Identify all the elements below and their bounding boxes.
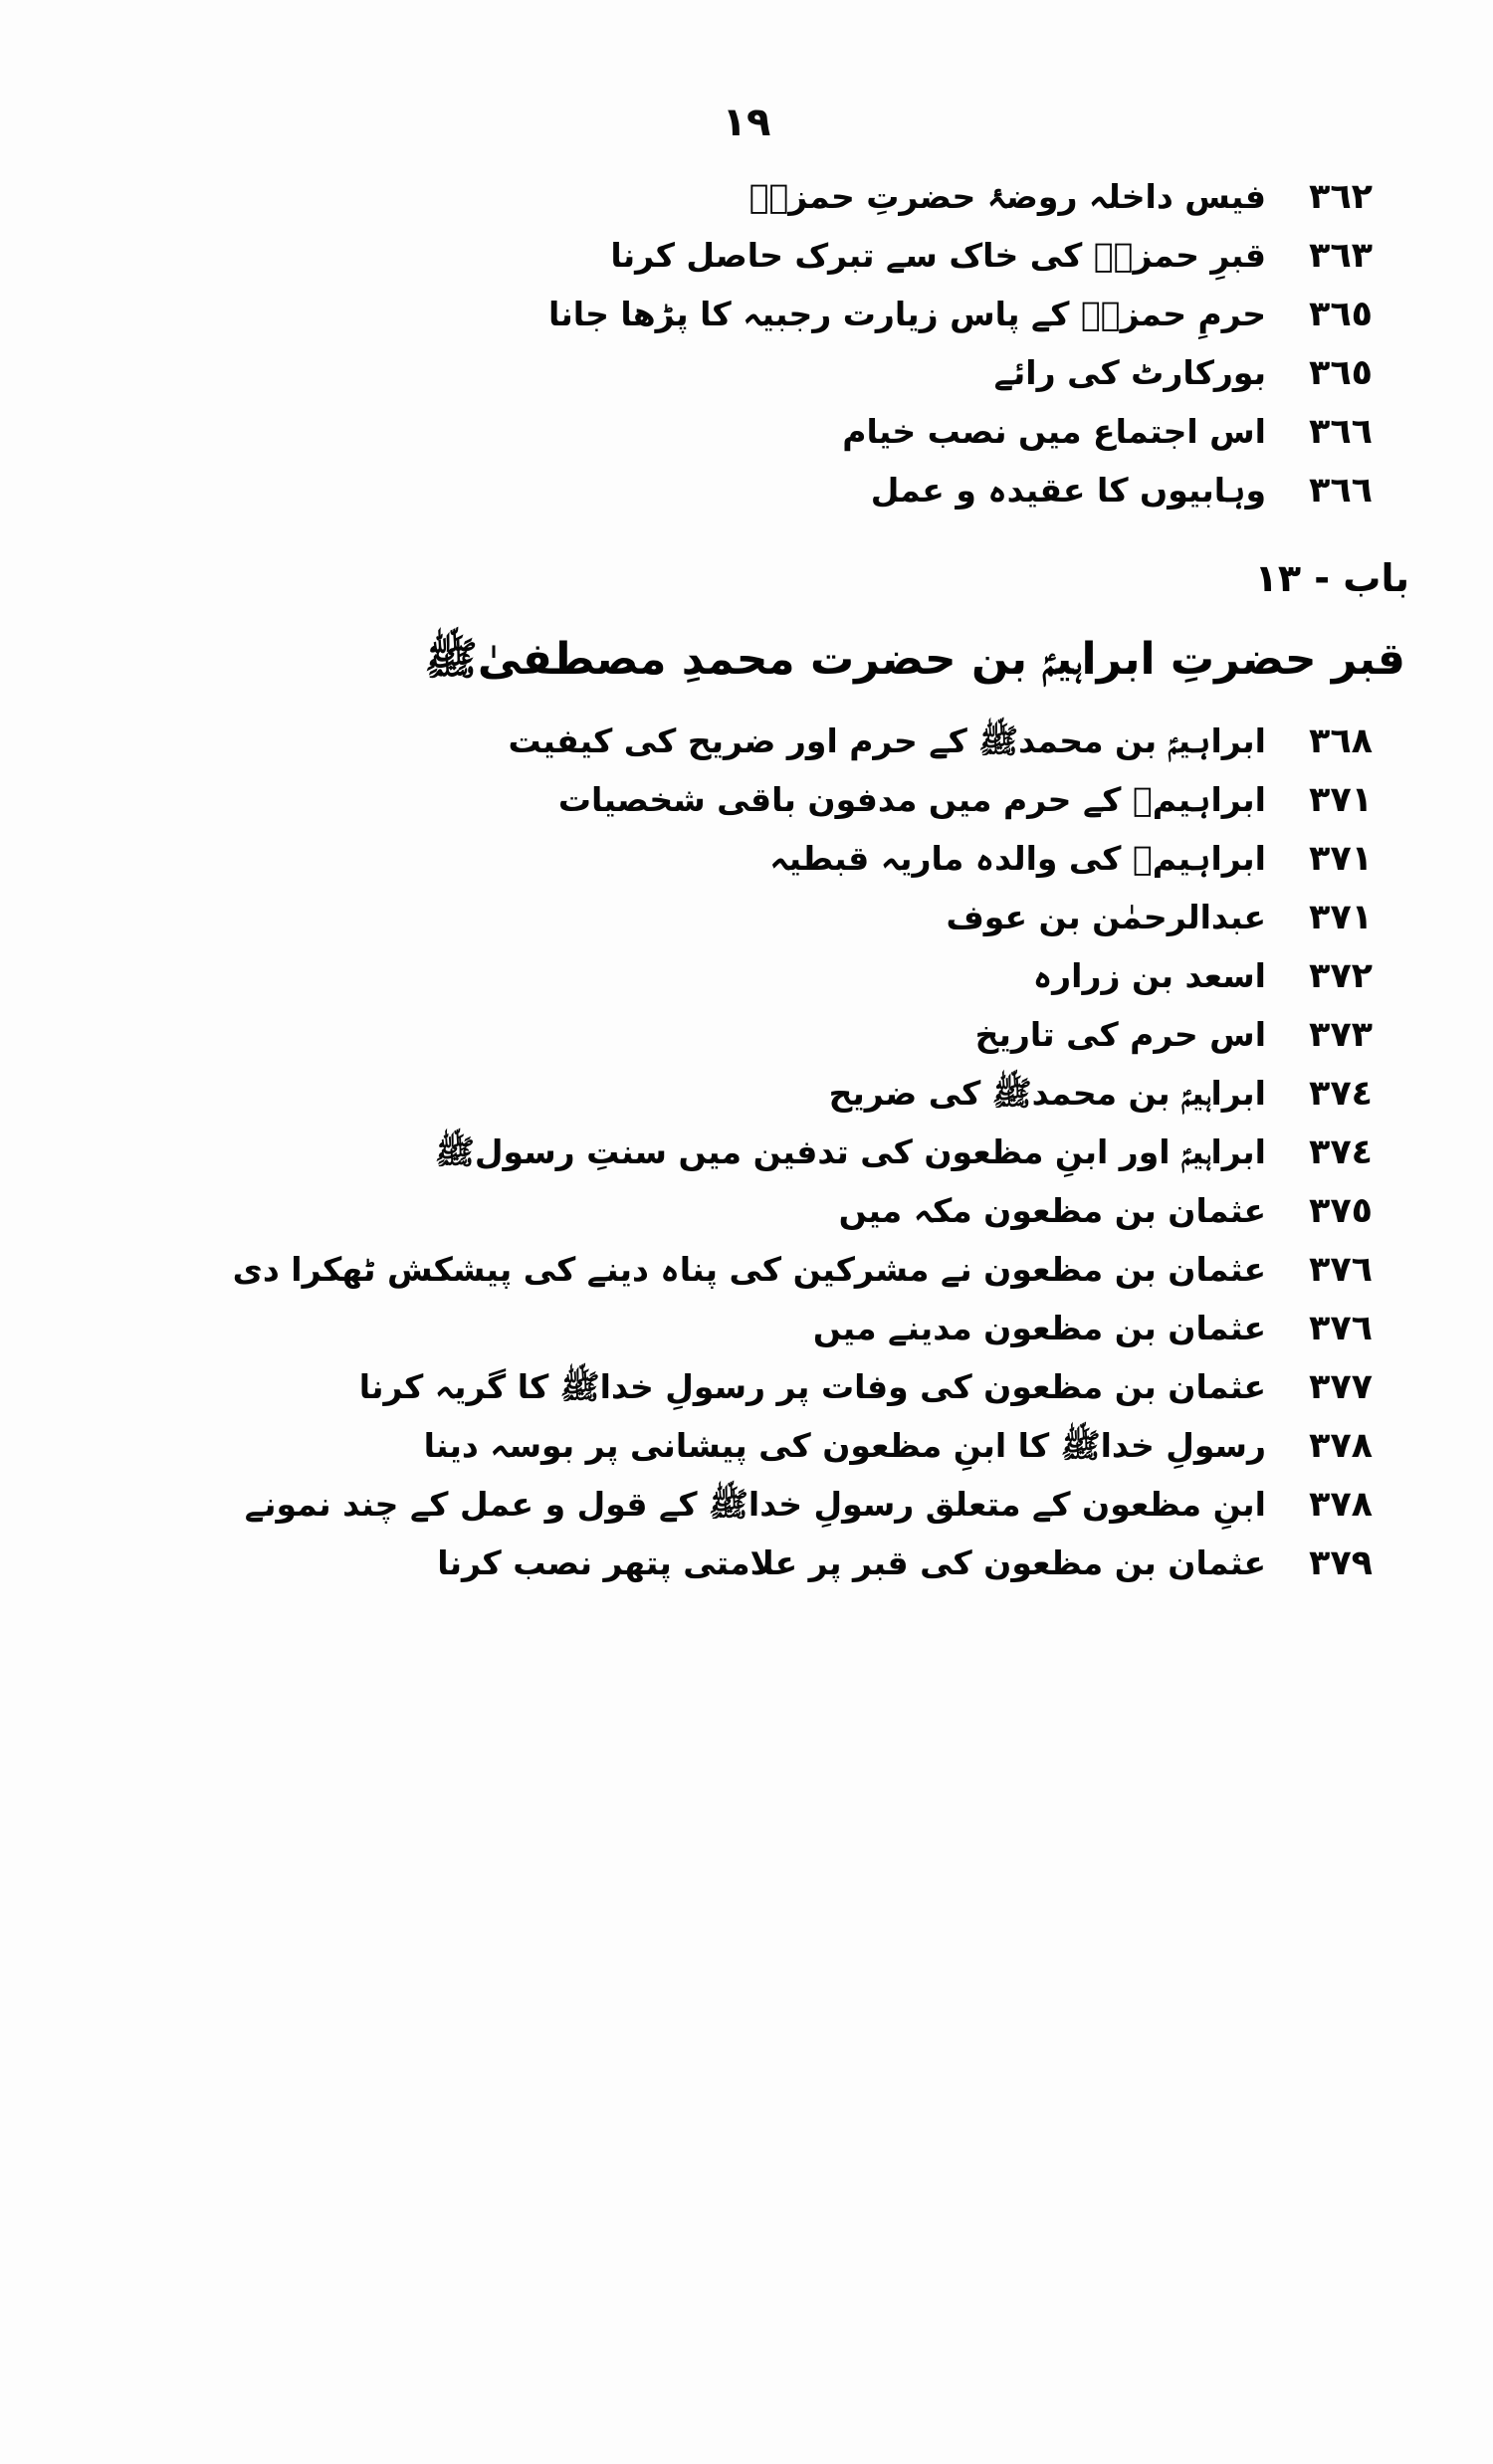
- toc-row[interactable]: [119, 953, 1415, 1011]
- toc-entry-page-number: ٣٧٧: [1308, 1367, 1374, 1408]
- toc-entry-page-number: ٣٧٦: [1308, 1250, 1374, 1291]
- toc-entry-title: عثمان بن مظعون نے مشرکین کی پناہ دینے کی پیشکش ٹھکرا دی: [232, 1250, 1266, 1290]
- toc-entry-page-number: ٣٦٣: [1308, 236, 1374, 276]
- toc-entry-title: عثمان بن مظعون مدینے میں: [812, 1309, 1266, 1348]
- chapter-label: باب - ١٣: [1254, 556, 1409, 600]
- toc-entry-page-number: ٣٧٢: [1308, 956, 1374, 997]
- toc-row[interactable]: [119, 468, 1415, 525]
- toc-row[interactable]: [119, 1306, 1415, 1363]
- toc-entry-title: بورکارٹ کی رائے: [993, 353, 1266, 392]
- toc-entry-title: ابراہیمؑ کی والدہ ماریہ قبطیہ: [769, 839, 1266, 879]
- toc-row[interactable]: [119, 1071, 1415, 1129]
- toc-entry-page-number: ٣٧٦: [1308, 1309, 1374, 1349]
- toc-entry-page-number: ٣٦٦: [1308, 471, 1374, 511]
- toc-row[interactable]: [119, 174, 1415, 232]
- toc-entry-page-number: ٣٧٣: [1308, 1015, 1374, 1056]
- toc-entry-page-number: ٣٧٩: [1308, 1543, 1374, 1584]
- toc-section-after-chapter: [119, 719, 1415, 1599]
- toc-row[interactable]: [119, 1540, 1415, 1598]
- toc-entry-title: اسعد بن زرارہ: [1032, 956, 1266, 996]
- toc-row[interactable]: [119, 895, 1415, 952]
- toc-entry-title: اس اجتماع میں نصب خیام: [842, 412, 1266, 451]
- toc-row[interactable]: [119, 1482, 1415, 1540]
- toc-row[interactable]: [119, 350, 1415, 408]
- toc-entry-title: ابراہیمؑ بن محمدﷺ کے حرم اور ضریح کی کیفیت: [508, 721, 1266, 761]
- toc-section-before-chapter: [119, 174, 1415, 526]
- toc-entry-page-number: ٣٧٨: [1308, 1426, 1374, 1467]
- toc-entry-title: قبرِ حمزہؓ کی خاک سے تبرک حاصل کرنا: [610, 236, 1266, 275]
- toc-row[interactable]: [119, 836, 1415, 894]
- toc-row[interactable]: [119, 1423, 1415, 1481]
- toc-entry-page-number: ٣٧٨: [1308, 1485, 1374, 1526]
- toc-entry-title: حرمِ حمزہؓ کے پاس زیارت رجبیہ کا پڑھا جانا: [547, 295, 1266, 333]
- toc-row[interactable]: [119, 1247, 1415, 1305]
- toc-row[interactable]: [119, 1364, 1415, 1422]
- toc-entry-page-number: ٣٧١: [1308, 898, 1374, 938]
- toc-entry-title: فیس داخلہ روضۂ حضرتِ حمزہؓ: [748, 177, 1266, 216]
- page-number: ١٩: [722, 100, 771, 145]
- toc-entry-page-number: ٣٧٤: [1308, 1074, 1374, 1115]
- toc-entry-title: عثمان بن مظعون مکہ میں: [838, 1191, 1266, 1231]
- chapter-heading-block: [119, 550, 1415, 705]
- toc-entry-page-number: ٣٧٤: [1308, 1132, 1374, 1173]
- toc-entry-page-number: ٣٦٥: [1308, 295, 1374, 334]
- toc-entry-page-number: ٣٦٥: [1308, 353, 1374, 393]
- chapter-title: قبر حضرتِ ابراہیمؑ بن حضرت محمدِ مصطفیٰﷺ: [424, 634, 1405, 685]
- toc-entry-title: ابراہیمؑ اور ابنِ مظعون کی تدفین میں سنتِ رسولﷺ: [435, 1132, 1266, 1172]
- toc-row[interactable]: [119, 409, 1415, 467]
- table-of-contents: [119, 174, 1415, 1599]
- toc-entry-page-number: ٣٧٥: [1308, 1191, 1374, 1232]
- toc-row[interactable]: [119, 1129, 1415, 1187]
- toc-entry-title: رسولِ خداﷺ کا ابنِ مظعون کی پیشانی پر بوسہ دینا: [423, 1426, 1266, 1466]
- toc-row[interactable]: [119, 777, 1415, 835]
- toc-entry-title: ابراہیمؑ بن محمدﷺ کی ضریح: [828, 1074, 1266, 1114]
- toc-entry-title: اس حرم کی تاریخ: [974, 1015, 1266, 1055]
- toc-entry-title: عثمان بن مظعون کی قبر پر علامتی پتھر نصب کرنا: [437, 1543, 1266, 1583]
- toc-row[interactable]: [119, 1188, 1415, 1246]
- toc-row[interactable]: [119, 719, 1415, 776]
- toc-entry-page-number: ٣٧١: [1308, 780, 1374, 821]
- toc-entry-title: عبدالرحمٰن بن عوف: [946, 898, 1266, 937]
- toc-entry-page-number: ٣٦٢: [1308, 177, 1374, 217]
- toc-entry-title: عثمان بن مظعون کی وفات پر رسولِ خداﷺ کا گریہ کرنا: [358, 1367, 1266, 1407]
- toc-entry-title: ابنِ مظعون کے متعلق رسولِ خداﷺ کے قول و عمل کے چند نمونے: [244, 1485, 1266, 1525]
- toc-row[interactable]: [119, 1012, 1415, 1070]
- toc-entry-title: ابراہیمؑ کے حرم میں مدفون باقی شخصیات: [557, 780, 1266, 820]
- toc-entry-title: وہابیوں کا عقیدہ و عمل: [870, 471, 1266, 510]
- toc-entry-page-number: ٣٦٨: [1308, 721, 1374, 762]
- toc-row[interactable]: [119, 233, 1415, 291]
- toc-entry-page-number: ٣٧١: [1308, 839, 1374, 880]
- toc-entry-page-number: ٣٦٦: [1308, 412, 1374, 452]
- toc-row[interactable]: [119, 292, 1415, 349]
